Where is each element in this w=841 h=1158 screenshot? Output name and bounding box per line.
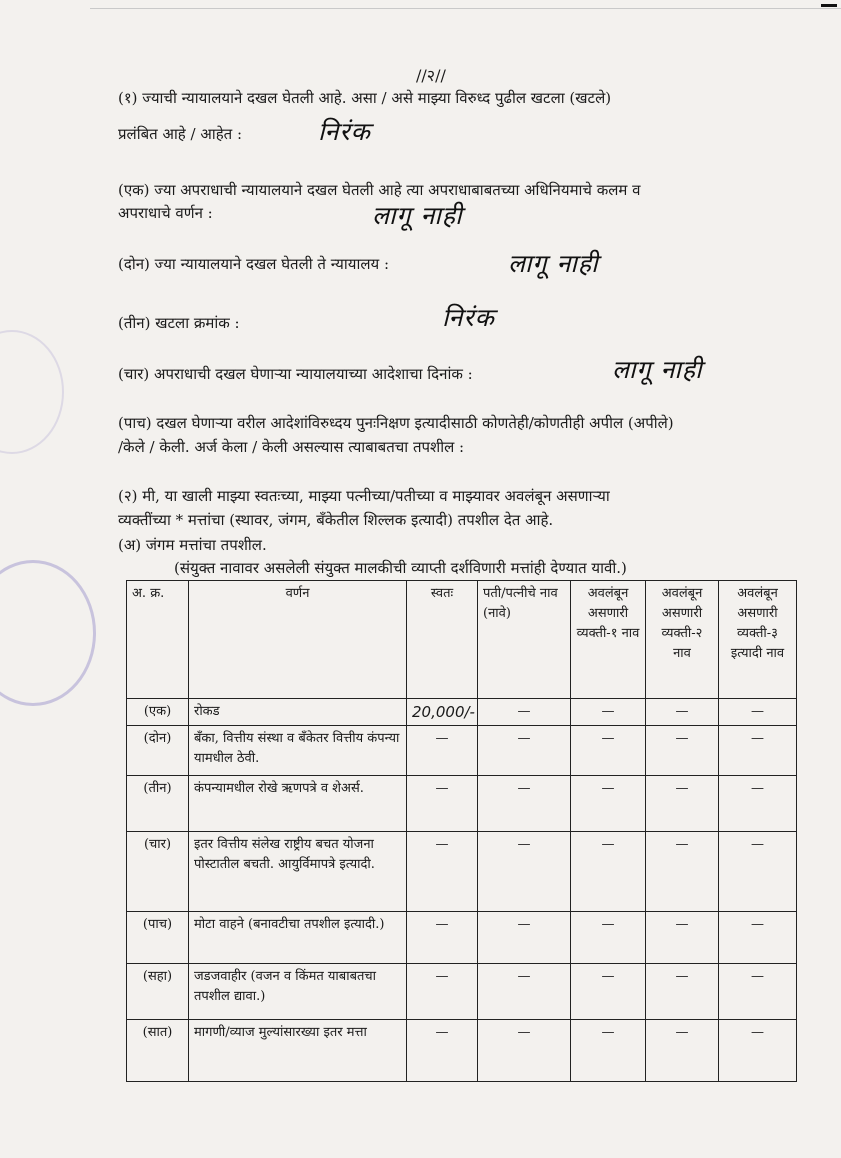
header-dep2: अवलंबून असणारी व्यक्ती-२ नाव [646,581,719,699]
row-dep2: — [646,726,719,776]
row-dep1: — [571,726,646,776]
table-row [127,726,797,776]
row-spouse: — [478,726,571,776]
row-sr: (तीन) [127,776,189,832]
row-self: — [407,1020,478,1082]
row-self: — [407,776,478,832]
movable-assets-table [126,580,797,1082]
row-self: — [407,912,478,964]
row-sr: (चार) [127,832,189,912]
q1-teen-line: (तीन) खटला क्रमांक : [118,314,240,332]
row-desc: रोकड [189,699,407,726]
q1-ek-line2: अपराधाचे वर्णन : [118,204,213,222]
row-dep1: — [571,912,646,964]
row-dep2: — [646,699,719,726]
table-row [127,1020,797,1082]
row-desc: बँका, वित्तीय संस्था व बँकेतर वित्तीय कंपन्या यामधील ठेवी. [189,726,407,776]
q1-pach-line1: (पाच) दखल घेणाऱ्या वरील आदेशांविरुध्दय पुनःनिक्षण इत्यादीसाठी कोणतेही/कोणतीही अपील (अपीले) [118,414,674,432]
q1-ek-answer: लागू नाही [372,201,463,230]
table-row [127,964,797,1020]
row-sr: (सहा) [127,964,189,1020]
header-spouse: पती/पत्नीचे नाव (नावे) [478,581,571,699]
row-dep3: — [719,964,797,1020]
q1-char-answer: लागू नाही [612,355,703,384]
q1-line1: (१) ज्याची न्यायालयाने दखल घेतली आहे. असा / असे माझ्या विरुध्द पुढील खटला (खटले) [118,89,612,107]
row-dep2: — [646,832,719,912]
row-desc: जडजवाहीर (वजन व किंमत याबाबतचा तपशील द्यावा.) [189,964,407,1020]
table-row [127,776,797,832]
header-sr: अ. क्र. [127,581,189,699]
q1-char-line: (चार) अपराधाची दखल घेणाऱ्या न्यायालयाच्या आदेशाचा दिनांक : [118,365,473,383]
table-row [127,912,797,964]
row-spouse: — [478,912,571,964]
scan-corner-mark [821,4,837,7]
row-dep2: — [646,1020,719,1082]
row-spouse: — [478,776,571,832]
table-row [127,699,797,726]
row-dep1: — [571,776,646,832]
q2-line1: (२) मी, या खाली माझ्या स्वतःच्या, माझ्या पत्नीच्या/पतीच्या व माझ्यावर अवलंबून असणाऱ्या [118,487,610,505]
row-sr: (एक) [127,699,189,726]
q1-pach-line2: /केले / केली. अर्ज केला / केली असल्यास त्याबाबतचा तपशील : [118,438,465,456]
row-desc: मोटा वाहने (बनावटीचा तपशील इत्यादी.) [189,912,407,964]
row-dep2: — [646,912,719,964]
row-self: — [407,726,478,776]
row-dep3: — [719,912,797,964]
q1-don-line: (दोन) ज्या न्यायालयाने दखल घेतली ते न्यायालय : [118,255,390,273]
row-dep1: — [571,699,646,726]
q1-answer: निरंक [318,117,371,146]
row-self: — [407,832,478,912]
row-sr: (पाच) [127,912,189,964]
row-dep3: — [719,832,797,912]
header-dep1: अवलंबून असणारी व्यक्ती-१ नाव [571,581,646,699]
row-sr: (सात) [127,1020,189,1082]
header-self: स्वतः [407,581,478,699]
row-dep1: — [571,964,646,1020]
stamp-seal-faint-icon [0,330,64,454]
row-dep3: — [719,776,797,832]
row-desc: इतर वित्तीय संलेख राष्ट्रीय बचत योजना पोस्टातील बचती. आयुर्विमापत्रे इत्यादी. [189,832,407,912]
row-dep3: — [719,1020,797,1082]
q1-ek-line1: (एक) ज्या अपराधाची न्यायालयाने दखल घेतली आहे त्या अपराधाबाबतच्या अधिनियमाचे कलम व [118,181,641,199]
row-dep1: — [571,1020,646,1082]
q1-line2: प्रलंबित आहे / आहेत : [118,125,243,143]
row-self: 20,000/- [407,699,478,726]
table-row [127,832,797,912]
row-spouse: — [478,699,571,726]
row-self: — [407,964,478,1020]
row-dep2: — [646,776,719,832]
section-a-heading: (अ) जंगम मत्तांचा तपशील. [118,536,267,554]
row-dep2: — [646,964,719,1020]
page-number: //२// [416,66,446,85]
q1-don-answer: लागू नाही [508,249,599,278]
row-sr: (दोन) [127,726,189,776]
row-dep1: — [571,832,646,912]
table-header-row [127,581,797,699]
q1-teen-answer: निरंक [442,303,495,332]
row-spouse: — [478,832,571,912]
header-desc: वर्णन [189,581,407,699]
row-spouse: — [478,1020,571,1082]
header-dep3: अवलंबून असणारी व्यक्ती-३ इत्यादी नाव [719,581,797,699]
row-desc: कंपन्यामधील रोखे ऋणपत्रे व शेअर्स. [189,776,407,832]
row-dep3: — [719,699,797,726]
section-a-note: (संयुक्त नावावर असलेली संयुक्त मालकीची व्याप्ती दर्शविणारी मत्तांही देण्यात यावी.) [174,559,627,577]
stamp-seal-icon [0,560,96,706]
row-dep3: — [719,726,797,776]
scan-edge-line [90,8,841,9]
q2-line2: व्यक्तींच्या * मत्तांचा (स्थावर, जंगम, बँकेतील शिल्लक इत्यादी) तपशील देत आहे. [118,511,554,529]
row-desc: मागणी/व्याज मुल्यांसारख्या इतर मत्ता [189,1020,407,1082]
row-spouse: — [478,964,571,1020]
